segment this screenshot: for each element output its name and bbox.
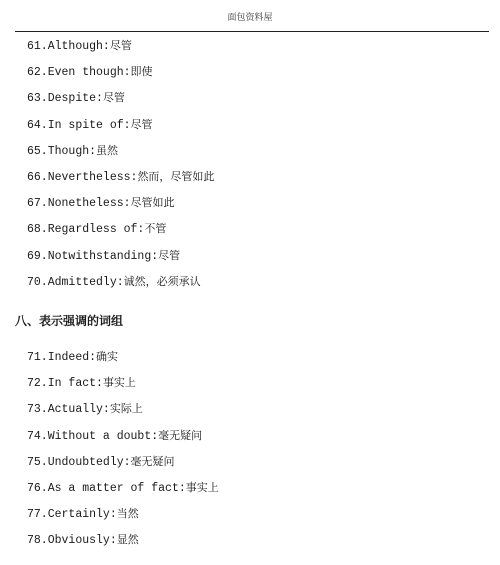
item-translation: 实际上 xyxy=(109,402,143,416)
list-item xyxy=(27,481,219,507)
item-phrase: Certainly: xyxy=(47,508,117,522)
list-item xyxy=(27,91,214,117)
item-translation: 确实 xyxy=(96,350,119,363)
item-number: 63. xyxy=(27,92,48,106)
item-number: 74. xyxy=(27,429,48,443)
item-number: 61. xyxy=(27,40,48,53)
list-item xyxy=(27,118,214,144)
list-item xyxy=(27,376,219,402)
list-item xyxy=(27,249,214,275)
item-phrase: As a matter of fact: xyxy=(47,481,186,495)
item-number: 75. xyxy=(27,455,48,469)
item-phrase: Though: xyxy=(47,144,97,158)
item-number: 62. xyxy=(27,66,48,80)
item-translation: 尽管 xyxy=(102,91,125,105)
item-number: 69. xyxy=(27,249,48,263)
item-phrase: In fact: xyxy=(47,377,103,391)
item-translation: 事实上 xyxy=(102,376,136,390)
item-translation: 毫无疑问 xyxy=(130,454,175,468)
item-translation: 尽管如此 xyxy=(130,196,175,210)
item-number: 64. xyxy=(27,118,48,132)
list-item xyxy=(27,144,214,170)
item-phrase: Regardless of: xyxy=(47,223,145,237)
list-item xyxy=(27,507,219,533)
item-translation: 不管 xyxy=(144,222,167,236)
item-translation: 即使 xyxy=(130,65,153,79)
item-phrase: Even though: xyxy=(47,66,131,80)
list-item xyxy=(27,350,219,376)
page-header-title: 面包资料屋 xyxy=(227,13,273,23)
list-item xyxy=(27,429,219,455)
item-number: 78. xyxy=(27,534,48,548)
item-phrase: Obviously: xyxy=(47,534,117,548)
item-translation: 毫无疑问 xyxy=(158,428,203,442)
item-phrase: Indeed: xyxy=(47,351,97,364)
item-translation: 当然 xyxy=(116,507,139,521)
item-number: 76. xyxy=(27,481,48,495)
item-phrase: Although: xyxy=(47,40,110,53)
item-phrase: Despite: xyxy=(47,92,103,106)
item-translation: 尽管 xyxy=(130,117,153,131)
item-number: 68. xyxy=(27,223,48,237)
list-item xyxy=(27,65,214,91)
item-translation: 然而，尽管如此 xyxy=(137,169,215,183)
list-item xyxy=(27,196,214,222)
item-number: 70. xyxy=(27,275,48,289)
item-phrase: Without a doubt: xyxy=(47,429,159,443)
item-phrase: Notwithstanding: xyxy=(47,249,159,263)
section-heading: 八、表示强调的词组 xyxy=(15,314,124,328)
item-number: 73. xyxy=(27,403,48,417)
item-number: 77. xyxy=(27,508,48,522)
phrase-list-concession xyxy=(27,39,214,301)
item-translation: 显然 xyxy=(116,533,139,547)
item-number: 65. xyxy=(27,144,48,158)
item-phrase: Actually: xyxy=(47,403,110,417)
list-item xyxy=(27,533,219,559)
list-item xyxy=(27,39,214,65)
list-item xyxy=(27,222,214,248)
item-translation: 虽然 xyxy=(96,143,119,157)
item-number: 71. xyxy=(27,351,48,364)
item-number: 66. xyxy=(27,170,48,184)
list-item xyxy=(27,455,219,481)
item-number: 72. xyxy=(27,377,48,391)
item-translation: 尽管 xyxy=(109,39,132,52)
phrase-list-emphasis xyxy=(27,350,219,560)
item-number: 67. xyxy=(27,197,48,211)
item-phrase: Nevertheless: xyxy=(47,170,138,184)
header-divider xyxy=(15,31,489,32)
list-item xyxy=(27,402,219,428)
item-translation: 尽管 xyxy=(158,248,181,262)
item-translation: 诚然，必须承认 xyxy=(123,274,201,288)
item-phrase: Undoubtedly: xyxy=(47,455,131,469)
item-phrase: Admittedly: xyxy=(47,275,124,289)
item-translation: 事实上 xyxy=(185,480,219,494)
list-item xyxy=(27,275,214,301)
item-phrase: Nonetheless: xyxy=(47,197,131,211)
item-phrase: In spite of: xyxy=(47,118,131,132)
list-item xyxy=(27,170,214,196)
